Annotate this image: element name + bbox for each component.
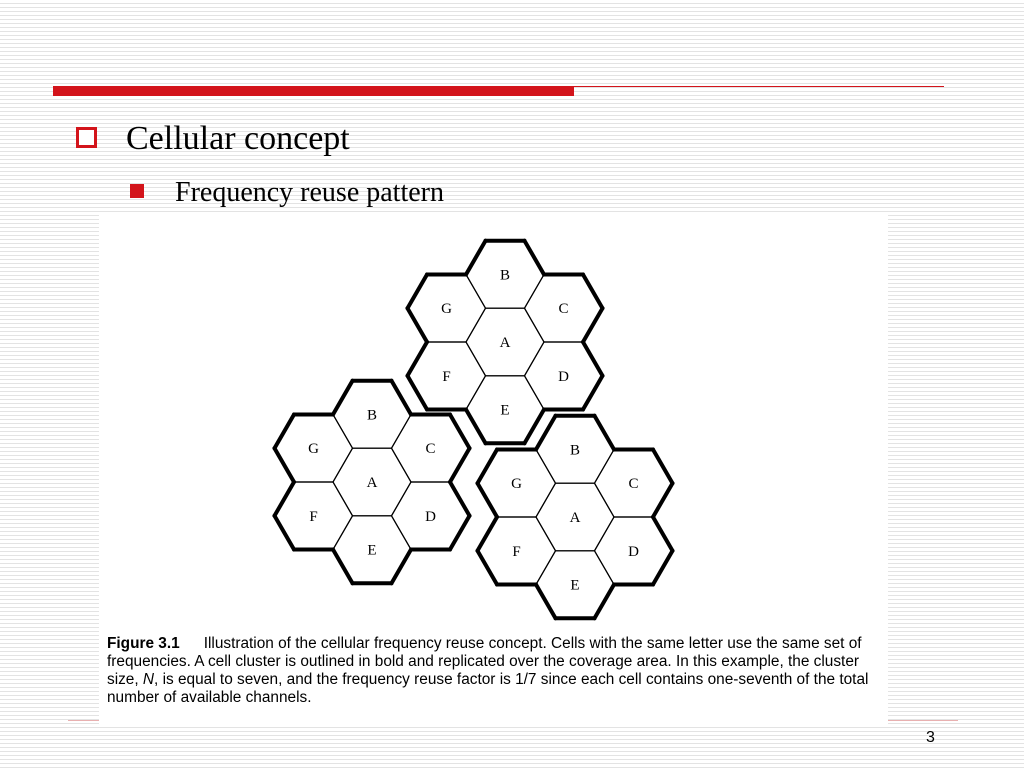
cluster-outline-edge xyxy=(408,308,428,342)
cluster-outline-edge xyxy=(653,483,673,517)
figure-label: Figure 3.1 xyxy=(107,635,180,652)
cluster-outline-edge xyxy=(583,376,603,410)
cluster-outline-edge xyxy=(466,410,486,444)
slide-title: Cellular concept xyxy=(126,120,350,157)
cluster-outline-edge xyxy=(392,381,412,415)
cluster-outline-edge xyxy=(478,483,498,517)
cluster-outline-edge xyxy=(333,381,353,415)
hex-cell-label: C xyxy=(425,441,436,458)
cluster-outline-edge xyxy=(466,241,486,275)
cluster-outline-edge xyxy=(450,448,470,482)
hex-cell-label: F xyxy=(442,368,451,385)
cluster-outline-edge xyxy=(392,550,412,584)
slide-subtitle: Frequency reuse pattern xyxy=(175,177,444,208)
hex-cell-label: E xyxy=(500,402,510,419)
cluster-outline-edge xyxy=(595,585,615,619)
hex-cell-diagram xyxy=(99,212,888,632)
cluster-outline-edge xyxy=(275,415,295,449)
cluster-outline-edge xyxy=(478,517,498,551)
top-accent-bar xyxy=(53,86,574,96)
cluster-outline-edge xyxy=(583,342,603,376)
hex-cell-label: D xyxy=(628,543,639,560)
figure-panel xyxy=(99,212,888,724)
cluster-outline-edge xyxy=(653,517,673,551)
hex-cell-label: B xyxy=(366,407,378,424)
hollow-square-bullet-icon xyxy=(76,127,97,148)
cluster-outline-edge xyxy=(525,241,545,275)
hex-cell-label: D xyxy=(425,508,436,525)
cluster-outline-edge xyxy=(583,275,603,309)
filled-square-bullet-icon xyxy=(130,184,144,198)
cluster-outline-edge xyxy=(275,516,295,550)
hex-cell-label: A xyxy=(569,510,581,526)
caption-variable-n: N xyxy=(142,671,155,688)
cluster-outline-edge xyxy=(275,448,295,482)
cluster-outline-edge xyxy=(333,550,353,584)
hex-cell-label: F xyxy=(309,508,318,525)
cluster-outline-edge xyxy=(536,585,556,619)
cluster-outline-edge xyxy=(653,450,673,484)
hex-cell-label: E xyxy=(367,542,377,559)
top-accent-line xyxy=(574,86,944,87)
cluster-outline-edge xyxy=(275,482,295,516)
hex-cell-label: B xyxy=(569,442,581,459)
hex-cell-label: G xyxy=(441,301,452,318)
cluster-outline-edge xyxy=(583,308,603,342)
hex-cell-label: D xyxy=(558,368,569,385)
hex-cell-label: A xyxy=(499,335,511,351)
hex-cell-label: G xyxy=(308,441,319,458)
cluster-outline-edge xyxy=(478,551,498,585)
cluster-outline-edge xyxy=(450,516,470,550)
cluster-outline-edge xyxy=(408,342,428,376)
figure-caption xyxy=(107,635,877,707)
cluster-outline-edge xyxy=(595,416,615,450)
cluster-outline-edge xyxy=(450,415,470,449)
hex-cell-label: A xyxy=(366,475,378,491)
hex-cell-label: C xyxy=(628,476,639,493)
cluster-outline-edge xyxy=(450,482,470,516)
hex-cell-label: G xyxy=(511,476,522,493)
hex-cell-label: C xyxy=(558,301,569,318)
cluster-outline-edge xyxy=(408,376,428,410)
cluster-outline-edge xyxy=(478,450,498,484)
hex-cell-label: F xyxy=(512,543,521,560)
caption-text-2: , is equal to seven, and the frequency reuse factor is 1/7 since each cell contains one-seventh of the total number of available channels. xyxy=(107,671,869,706)
hex-cell-label: B xyxy=(499,267,511,284)
cluster-outline-edge xyxy=(408,275,428,309)
hex-cell-label: E xyxy=(570,577,580,594)
cluster-right xyxy=(478,416,673,619)
page-number: 3 xyxy=(926,729,935,746)
cluster-outline-edge xyxy=(653,551,673,585)
caption-text-1: Illustration of the cellular frequency reuse concept. Cells with the same letter use the same set of frequencies. A cell cluster is outlined in bold and replicated over the coverage area. In this example, the cluster size, xyxy=(107,635,862,688)
